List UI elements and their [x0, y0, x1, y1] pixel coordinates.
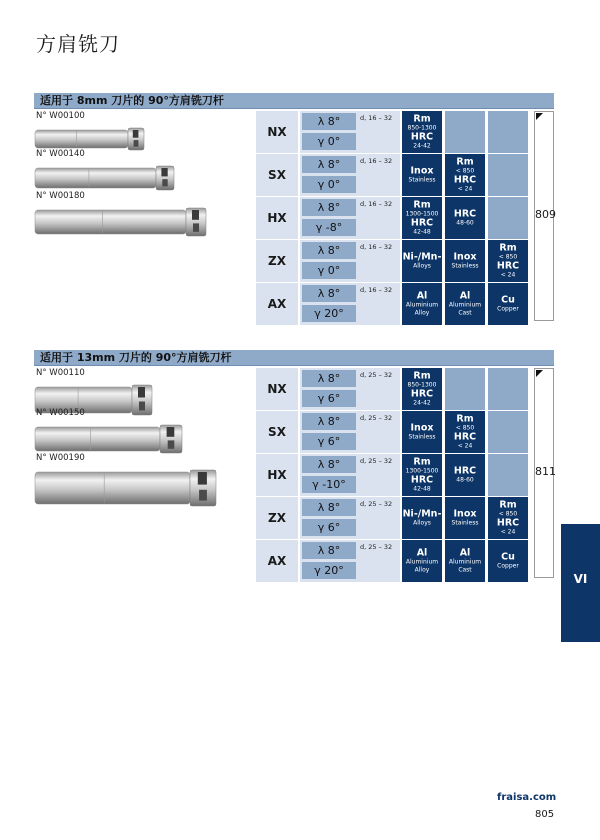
material-detail: 1300-1500	[405, 467, 439, 475]
material-label: HRC	[496, 517, 520, 528]
material-text	[445, 209, 485, 227]
material-text	[488, 244, 528, 279]
material-detail: 48-60	[456, 219, 474, 227]
lambda-angle: λ 8°	[302, 456, 356, 473]
material-label: Inox	[410, 422, 434, 434]
material-detail: < 24	[500, 271, 516, 278]
material-cell-empty	[445, 111, 485, 153]
grade-code: NX	[256, 111, 298, 153]
geometry-params	[300, 154, 400, 196]
tool-item[interactable]	[34, 191, 254, 235]
geometry-params	[300, 411, 400, 453]
material-text	[402, 115, 442, 150]
material-detail: 24-42	[413, 399, 431, 406]
material-cell-empty	[488, 411, 528, 453]
geometry-params	[300, 540, 400, 582]
material-label: HRC	[453, 465, 477, 477]
material-cell	[402, 240, 442, 282]
material-cell-empty	[488, 368, 528, 410]
material-label: Rm	[456, 413, 474, 425]
material-detail: < 24	[457, 442, 473, 449]
material-detail: 1300-1500	[405, 210, 439, 218]
diameter-range: d, 16 – 32	[360, 243, 393, 251]
grade-code: ZX	[256, 497, 298, 539]
material-cell-empty	[445, 368, 485, 410]
diameter-range: d, 25 – 32	[360, 500, 393, 508]
lambda-angle: λ 8°	[302, 285, 356, 302]
material-cell	[402, 454, 442, 496]
material-text	[402, 509, 442, 527]
diameter-range: d, 25 – 32	[360, 414, 393, 422]
material-label: Cu	[501, 294, 515, 306]
material-cell	[445, 540, 485, 582]
corner-marker	[536, 113, 543, 120]
grade-row	[256, 368, 531, 410]
lambda-angle: λ 8°	[302, 242, 356, 259]
page-title: 方肩铣刀	[36, 32, 120, 56]
gamma-angle: γ 0°	[302, 133, 356, 150]
grade-row	[256, 411, 531, 453]
material-text	[488, 552, 528, 570]
material-cell	[445, 154, 485, 196]
material-text	[402, 372, 442, 407]
material-cell	[488, 283, 528, 325]
diameter-range: d, 16 – 32	[360, 286, 393, 294]
grade-row	[256, 197, 531, 239]
material-detail: Cast	[458, 566, 472, 573]
grade-row	[256, 154, 531, 196]
material-text	[488, 295, 528, 313]
material-label: Al	[459, 290, 471, 302]
section-heading: 适用于 13mm 刀片的 90°方肩铣刀杆	[34, 350, 554, 366]
footer-url[interactable]: fraisa.com	[497, 792, 557, 803]
material-cell-empty	[488, 111, 528, 153]
page-reference[interactable]: 811	[535, 465, 556, 478]
material-detail: Aluminium	[448, 558, 482, 566]
material-label: HRC	[410, 388, 434, 399]
material-text	[445, 252, 485, 270]
material-detail: Stainless	[451, 519, 479, 527]
material-label: Rm	[456, 156, 474, 168]
lambda-angle: λ 8°	[302, 542, 356, 559]
tool-image	[34, 465, 222, 515]
lambda-angle: λ 8°	[302, 499, 356, 516]
lambda-angle: λ 8°	[302, 113, 356, 130]
diameter-range: d, 25 – 32	[360, 543, 393, 551]
gamma-angle: γ -8°	[302, 219, 356, 236]
material-cell	[445, 411, 485, 453]
material-detail: Copper	[497, 305, 519, 313]
grade-code: AX	[256, 283, 298, 325]
chapter-tab[interactable]	[561, 524, 600, 642]
page-reference[interactable]: 809	[535, 208, 556, 221]
material-detail: 850-1300	[407, 124, 437, 132]
material-cell	[445, 240, 485, 282]
material-cell	[402, 368, 442, 410]
page-reference-box[interactable]	[534, 368, 554, 578]
gamma-angle: γ 0°	[302, 262, 356, 279]
material-label: Inox	[453, 251, 477, 263]
diameter-range: d, 16 – 32	[360, 157, 393, 165]
material-cell	[445, 197, 485, 239]
material-label: Al	[416, 290, 428, 302]
diameter-range: d, 16 – 32	[360, 114, 393, 122]
material-text	[402, 549, 442, 574]
material-text	[445, 292, 485, 317]
material-detail: Cast	[458, 309, 472, 316]
material-text	[402, 423, 442, 441]
geometry-params	[300, 283, 400, 325]
material-text	[445, 158, 485, 193]
material-label: HRC	[453, 431, 477, 442]
material-cell-empty	[488, 197, 528, 239]
material-cell	[402, 111, 442, 153]
material-label: HRC	[453, 174, 477, 185]
material-label: HRC	[410, 131, 434, 142]
material-cell	[445, 497, 485, 539]
material-label: Al	[416, 547, 428, 559]
material-label: Rm	[413, 113, 431, 125]
material-detail: Aluminium	[405, 558, 439, 566]
tool-number[interactable]: N° W00100	[36, 111, 85, 121]
tool-image	[34, 203, 212, 245]
diameter-range: d, 16 – 32	[360, 200, 393, 208]
tool-number[interactable]: N° W00150	[36, 408, 85, 418]
material-label: Rm	[413, 370, 431, 382]
material-detail: < 850	[498, 510, 518, 518]
material-detail: Copper	[497, 562, 519, 570]
section-heading: 适用于 8mm 刀片的 90°方肩铣刀杆	[34, 93, 554, 109]
material-cell	[402, 540, 442, 582]
material-cell	[402, 411, 442, 453]
chapter-tab-label: VI	[573, 572, 588, 586]
lambda-angle: λ 8°	[302, 370, 356, 387]
material-cell	[488, 497, 528, 539]
gamma-angle: γ 0°	[302, 176, 356, 193]
grade-code: ZX	[256, 240, 298, 282]
material-label: HRC	[453, 208, 477, 220]
material-cell	[445, 283, 485, 325]
tool-section	[34, 350, 556, 577]
material-text	[402, 201, 442, 236]
material-label: Rm	[413, 456, 431, 468]
grade-row	[256, 540, 531, 582]
material-cell	[488, 540, 528, 582]
material-cell	[402, 283, 442, 325]
material-detail: Stainless	[408, 176, 436, 184]
material-detail: < 850	[455, 424, 475, 432]
tool-number[interactable]: N° W00180	[36, 191, 85, 201]
lambda-angle: λ 8°	[302, 413, 356, 430]
tool-number[interactable]: N° W00110	[36, 368, 85, 378]
material-detail: Alloy	[414, 566, 430, 573]
material-text	[402, 252, 442, 270]
tool-number[interactable]: N° W00140	[36, 149, 85, 159]
material-label: Rm	[499, 242, 517, 254]
material-detail: 24-42	[413, 142, 431, 149]
geometry-params	[300, 111, 400, 153]
tool-section	[34, 93, 556, 320]
material-detail: 850-1300	[407, 381, 437, 389]
geometry-params	[300, 454, 400, 496]
material-detail: < 850	[498, 253, 518, 261]
material-text	[445, 415, 485, 450]
diameter-range: d, 25 – 32	[360, 371, 393, 379]
geometry-params	[300, 240, 400, 282]
grade-row	[256, 240, 531, 282]
material-text	[402, 292, 442, 317]
material-detail: Stainless	[408, 433, 436, 441]
gamma-angle: γ 6°	[302, 519, 356, 536]
milling-cutter-image	[34, 203, 212, 241]
grade-code: SX	[256, 411, 298, 453]
material-label: Cu	[501, 551, 515, 563]
material-detail: Aluminium	[405, 301, 439, 309]
material-detail: Stainless	[451, 262, 479, 270]
material-detail: Alloys	[413, 262, 431, 270]
material-label: Ni-/Mn-	[402, 251, 442, 263]
material-detail: 42-48	[413, 485, 431, 492]
grade-row	[256, 111, 531, 153]
material-cell-empty	[488, 454, 528, 496]
tool-item[interactable]	[34, 149, 254, 193]
material-label: Al	[459, 547, 471, 559]
corner-marker	[536, 370, 543, 377]
material-cell	[488, 240, 528, 282]
material-label: HRC	[410, 474, 434, 485]
material-detail: < 850	[455, 167, 475, 175]
material-label: Ni-/Mn-	[402, 508, 442, 520]
material-detail: < 24	[457, 185, 473, 192]
material-detail: Alloys	[413, 519, 431, 527]
material-label: Rm	[499, 499, 517, 511]
diameter-range: d, 25 – 32	[360, 457, 393, 465]
grade-row	[256, 283, 531, 325]
geometry-params	[300, 197, 400, 239]
gamma-angle: γ 6°	[302, 390, 356, 407]
page-reference-box[interactable]	[534, 111, 554, 321]
geometry-params	[300, 497, 400, 539]
grade-code: HX	[256, 454, 298, 496]
geometry-params	[300, 368, 400, 410]
milling-cutter-image	[34, 465, 222, 511]
material-label: HRC	[496, 260, 520, 271]
material-cell	[445, 454, 485, 496]
grade-code: AX	[256, 540, 298, 582]
lambda-angle: λ 8°	[302, 199, 356, 216]
gamma-angle: γ 20°	[302, 562, 356, 579]
material-cell-empty	[488, 154, 528, 196]
tool-item[interactable]	[34, 408, 254, 452]
material-text	[402, 458, 442, 493]
material-detail: 42-48	[413, 228, 431, 235]
grade-code: SX	[256, 154, 298, 196]
footer-page-number: 805	[535, 809, 555, 820]
material-text	[402, 166, 442, 184]
tool-number[interactable]: N° W00190	[36, 453, 85, 463]
material-detail: Alloy	[414, 309, 430, 316]
material-label: Rm	[413, 199, 431, 211]
material-cell	[402, 154, 442, 196]
material-text	[445, 466, 485, 484]
tool-item[interactable]	[34, 453, 254, 497]
material-detail: Aluminium	[448, 301, 482, 309]
gamma-angle: γ -10°	[302, 476, 356, 493]
material-detail: 48-60	[456, 476, 474, 484]
material-detail: < 24	[500, 528, 516, 535]
milling-cutter-image	[34, 161, 180, 195]
material-cell	[402, 497, 442, 539]
material-label: HRC	[410, 217, 434, 228]
lambda-angle: λ 8°	[302, 156, 356, 173]
material-text	[445, 509, 485, 527]
grade-code: HX	[256, 197, 298, 239]
material-label: Inox	[453, 508, 477, 520]
grade-row	[256, 497, 531, 539]
gamma-angle: γ 6°	[302, 433, 356, 450]
material-cell	[402, 197, 442, 239]
grade-code: NX	[256, 368, 298, 410]
gamma-angle: γ 20°	[302, 305, 356, 322]
tool-item[interactable]	[34, 368, 254, 412]
material-text	[445, 549, 485, 574]
material-label: Inox	[410, 165, 434, 177]
grade-row	[256, 454, 531, 496]
material-text	[488, 501, 528, 536]
